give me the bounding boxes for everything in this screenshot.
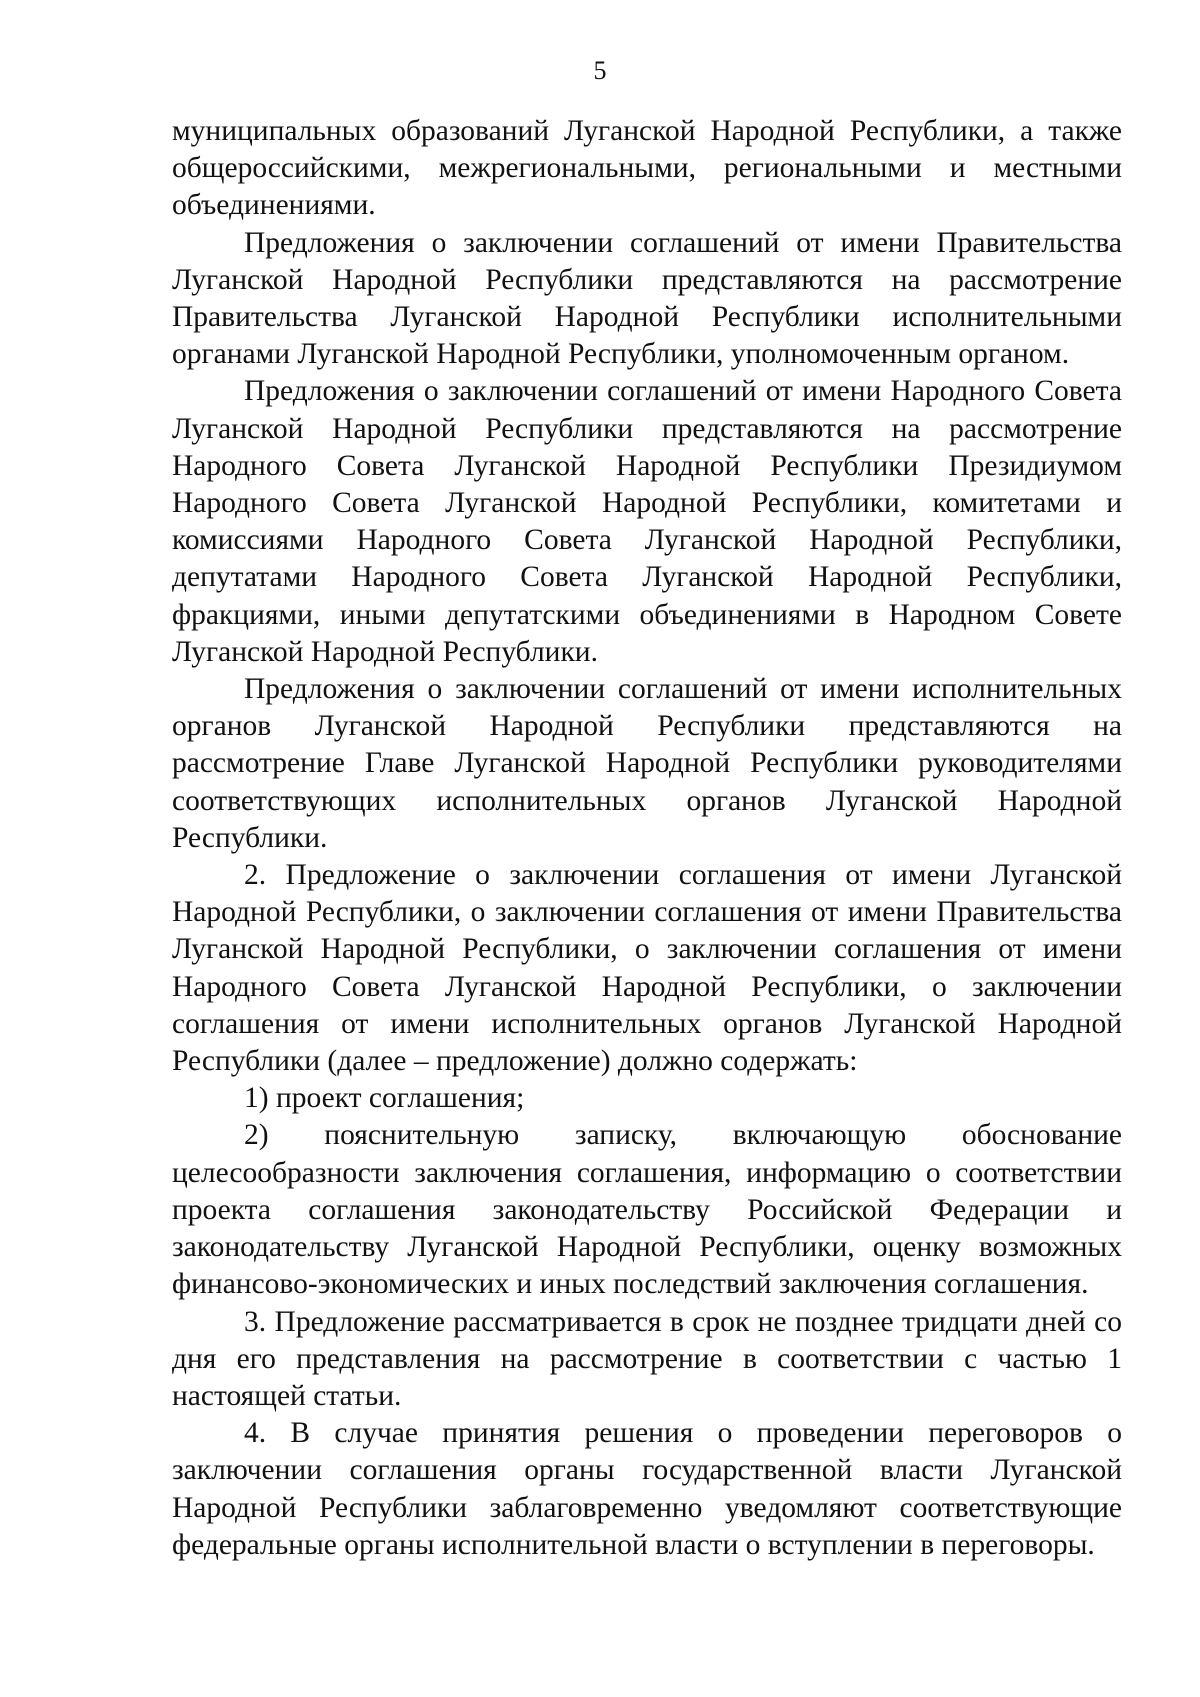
paragraph: Предложения о заключении соглашений от имени Правительства Луганской Народной Республики представляются на рассмотрение Правительства Луганской Народной Республики исполнительными органами Луганской Народной Республики, уполномоченным органом.	[172, 226, 1122, 371]
paragraph: 4. В случае принятия решения о проведении переговоров о заключении соглашения органы государственной власти Луганской Народной Республики заблаговременно уведомляют соответствующие федеральные органы исполнительной власти о вступлении в переговоры.	[172, 1417, 1122, 1561]
paragraph: Предложения о заключении соглашений от имени исполнительных органов Луганской Народной Республики представляются на рассмотрение Главе Луганской Народной Республики руководителями соответствующих исполнительных органов Луганской Народной Республики.	[172, 673, 1122, 854]
paragraph: 2. Предложение о заключении соглашения от имени Луганской Народной Республики, о заключении соглашения от имени Правительства Луганской Народной Республики, о заключении соглашения от имени Народного Совета Луганской Народной Республики, о заключении соглашения от имени исполнительных органов Луганской Народной Республики (далее – предложение) должно содержать:	[172, 859, 1122, 1078]
document-body	[172, 113, 1122, 1564]
paragraph: 3. Предложение рассматривается в срок не позднее тридцати дней со дня его представления на рассмотрение в соответствии с частью 1 настоящей статьи.	[172, 1305, 1122, 1412]
paragraph: муниципальных образований Луганской Народной Республики, а также общероссийскими, межрегиональными, региональными и местными объединениями.	[172, 115, 1122, 222]
list-item: 1) проект соглашения;	[244, 1082, 525, 1115]
list-item: 2) пояснительную записку, включающую обоснование целесообразности заключения соглашения, информацию о соответствии проекта соглашения законодательству Российской Федерации и законодательству Луганской Народной Республики, оценку возможных финансово-экономических и иных последствий заключения соглашения.	[172, 1119, 1122, 1301]
paragraph: Предложения о заключении соглашений от имени Народного Совета Луганской Народной Республики представляются на рассмотрение Народного Совета Луганской Народной Республики Президиумом Народного Совета Луганской Народной Республики, комитетами и комиссиями Народного Совета Луганской Народной Республики, депутатами Народного Совета Луганской Народной Республики, фракциями, иными депутатскими объединениями в Народном Совете Луганской Народной Республики.	[172, 375, 1122, 668]
page-number: 5	[593, 56, 607, 85]
